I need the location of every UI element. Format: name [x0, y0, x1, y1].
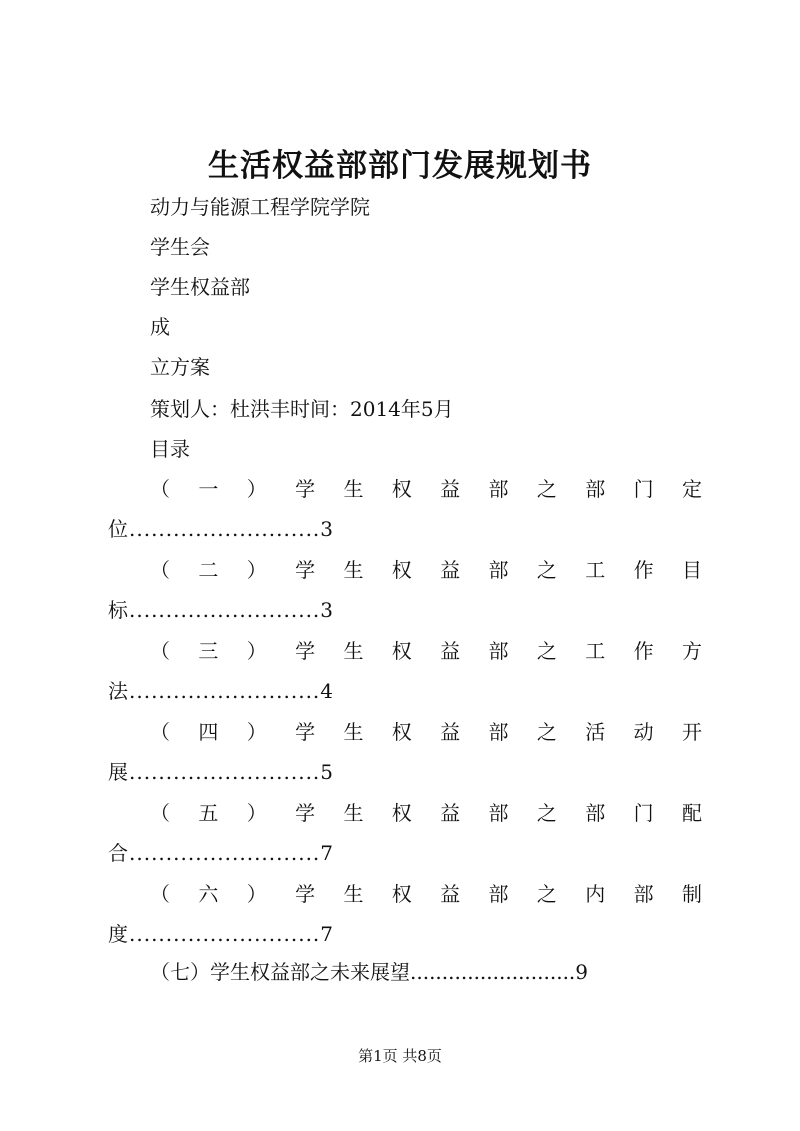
cover-line-cheng: 成 — [150, 315, 170, 339]
toc-char: （ — [150, 477, 170, 501]
toc-entry-line1 — [150, 637, 702, 665]
toc-char: 权 — [391, 801, 412, 825]
toc-char: 工 — [585, 558, 606, 582]
toc-char: 生 — [343, 639, 364, 663]
toc-entry-line2: 展..........................5 — [108, 760, 335, 784]
toc-char: 学 — [295, 720, 316, 744]
toc-char: 动 — [633, 720, 654, 744]
toc-entry-line1 — [150, 718, 702, 746]
toc-char: 制 — [681, 882, 702, 906]
toc-char: （ — [150, 558, 170, 582]
toc-char: ） — [246, 882, 267, 906]
toc-char: 部 — [488, 558, 509, 582]
toc-char: 三 — [198, 639, 219, 663]
toc-char: （ — [150, 639, 170, 663]
toc-char: 学 — [295, 477, 316, 501]
toc-char: 定 — [681, 477, 702, 501]
toc-entry-line2: 合..........................7 — [108, 841, 335, 865]
toc-char: 工 — [585, 639, 606, 663]
toc-entry-line2: 位..........................3 — [108, 517, 335, 541]
toc-entry-line1 — [150, 799, 702, 827]
toc-char: 部 — [488, 639, 509, 663]
toc-char: （ — [150, 720, 170, 744]
toc-char: 益 — [440, 720, 461, 744]
toc-char: 学 — [295, 801, 316, 825]
toc-entry-line1 — [150, 880, 702, 908]
toc-entry-line2: 标..........................3 — [108, 598, 335, 622]
toc-char: 生 — [343, 477, 364, 501]
toc-char: 门 — [633, 801, 654, 825]
toc-char: 部 — [488, 477, 509, 501]
cover-line-plan: 立方案 — [150, 355, 210, 379]
toc-char: 门 — [633, 477, 654, 501]
toc-char: 开 — [681, 720, 702, 744]
toc-char: 权 — [391, 720, 412, 744]
toc-char: （ — [150, 882, 170, 906]
toc-char: 之 — [536, 801, 557, 825]
toc-char: 四 — [198, 720, 219, 744]
toc-char: 作 — [633, 639, 654, 663]
cover-line-union: 学生会 — [150, 235, 210, 259]
toc-char: 生 — [343, 801, 364, 825]
toc-char: 学 — [295, 639, 316, 663]
toc-char: 权 — [391, 639, 412, 663]
toc-char: 益 — [440, 639, 461, 663]
toc-char: 权 — [391, 882, 412, 906]
toc-char: 权 — [391, 558, 412, 582]
toc-entry-line2: 法..........................4 — [108, 679, 335, 703]
toc-char: 生 — [343, 882, 364, 906]
toc-char: 之 — [536, 558, 557, 582]
toc-char: 作 — [633, 558, 654, 582]
cover-line-college: 动力与能源工程学院学院 — [150, 195, 370, 219]
toc-entry-7: （七）学生权益部之未来展望..........................9 — [150, 960, 589, 984]
toc-char: 益 — [440, 882, 461, 906]
toc-char: 之 — [536, 720, 557, 744]
page-footer: 第1页 共8页 — [358, 1047, 442, 1065]
document-title: 生活权益部部门发展规划书 — [208, 148, 592, 184]
toc-char: 部 — [488, 882, 509, 906]
toc-char: 之 — [536, 477, 557, 501]
toc-char: ） — [246, 801, 267, 825]
toc-char: 权 — [391, 477, 412, 501]
toc-char: ） — [246, 477, 267, 501]
toc-char: 益 — [440, 477, 461, 501]
toc-char: 一 — [198, 477, 219, 501]
toc-char: 学 — [295, 882, 316, 906]
toc-char: 生 — [343, 720, 364, 744]
toc-char: 配 — [681, 801, 702, 825]
toc-char: 之 — [536, 639, 557, 663]
toc-char: 益 — [440, 558, 461, 582]
toc-char: 生 — [343, 558, 364, 582]
toc-char: ） — [246, 639, 267, 663]
toc-char: 五 — [198, 801, 219, 825]
cover-line-department: 学生权益部 — [150, 275, 250, 299]
toc-entry-line2: 度..........................7 — [108, 922, 335, 946]
toc-char: 部 — [585, 801, 606, 825]
toc-char: 部 — [488, 720, 509, 744]
toc-char: ） — [246, 720, 267, 744]
toc-char: 学 — [295, 558, 316, 582]
toc-char: 方 — [681, 639, 702, 663]
toc-char: 目 — [681, 558, 702, 582]
toc-entry-line1 — [150, 556, 702, 584]
cover-line-planner: 策划人：杜洪丰时间：2014年5月 — [150, 397, 454, 421]
toc-char: （ — [150, 801, 170, 825]
toc-char: 部 — [488, 801, 509, 825]
toc-char: 活 — [585, 720, 606, 744]
toc-char: 六 — [198, 882, 219, 906]
toc-char: ） — [246, 558, 267, 582]
toc-char: 益 — [440, 801, 461, 825]
toc-char: 之 — [536, 882, 557, 906]
toc-heading: 目录 — [150, 437, 190, 461]
toc-char: 部 — [585, 477, 606, 501]
toc-char: 部 — [633, 882, 654, 906]
toc-entry-line1 — [150, 475, 702, 503]
toc-char: 二 — [198, 558, 219, 582]
toc-char: 内 — [585, 882, 606, 906]
